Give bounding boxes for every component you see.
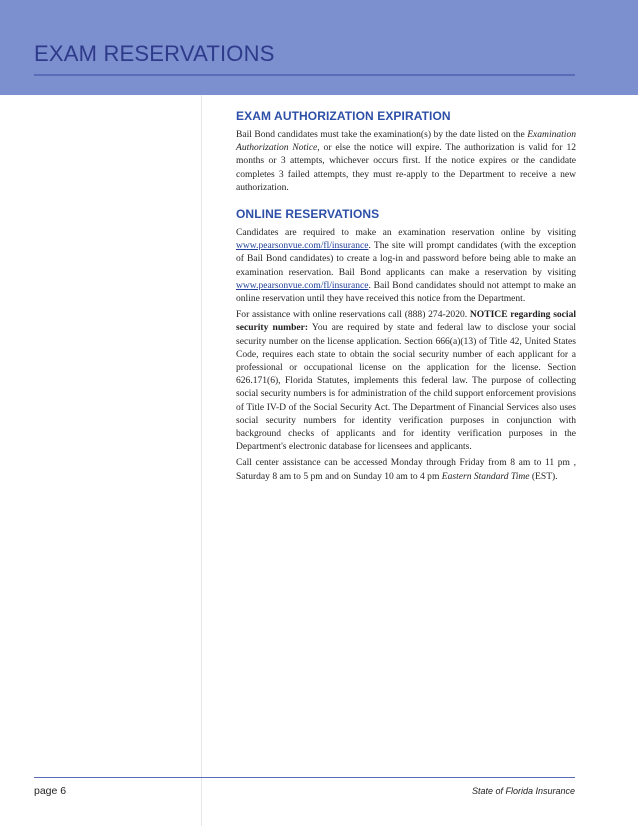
italic-text: Eastern Standard Time — [441, 470, 530, 482]
paragraph — [236, 128, 576, 194]
page-number: page 6 — [34, 785, 67, 797]
text-run: Bail Bond candidates must take the examination(s) by the date listed on the — [236, 129, 528, 140]
paragraph — [236, 456, 576, 482]
paragraph — [236, 308, 576, 453]
text-run: Candidates are required to make an examination reservation online by visiting — [236, 227, 576, 239]
text-run: . Bail Bond candidates should not attempt to make an online reservation until they have received this notice from the Department. — [236, 279, 576, 305]
text-run: You are required by state and federal law to disclose your social security number on the license application. Section 666(a)(13) of Title 42, United States Code, requires each state to obtain the social security number of each applicant for a professional or occupational license on the application for the license. Section 626.171(6), Florida Statutes, implements this federal law. The purpose of collecting social security numbers is for administration of the child support enforcement provisions of Title IV-D of the Social Security Act. The Department of Financial Services also uses social security numbers for identity verification purposes in conjunction with background checks of applicants and for identity verification purposes in the Department's electronic database for licensees and applicants. — [236, 322, 577, 453]
section-heading: EXAM AUTHORIZATION EXPIRATION — [236, 109, 451, 123]
text-run: Call center assistance can be accessed Monday through Friday from 8 am to 11 pm , Saturday 8 am to 5 pm and on Sunday 10 am to 4 pm — [236, 457, 576, 482]
footer-divider — [34, 777, 575, 778]
pearsonvue-link[interactable]: www.pearsonvue.com/fl/insurance — [236, 240, 369, 252]
text-run: (EST). — [529, 470, 558, 482]
text-run: For assistance with online reservations call (888) 274-2020. — [236, 309, 470, 321]
title-divider — [34, 74, 575, 76]
bold-text: NOTICE regarding social security number: — [236, 309, 577, 334]
page-title: EXAM RESERVATIONS — [34, 41, 275, 66]
pearsonvue-link[interactable]: www.pearsonvue.com/fl/insurance — [236, 279, 369, 291]
main-content — [236, 109, 576, 483]
footer-source: State of Florida Insurance — [471, 786, 575, 796]
section-online-reservations — [236, 207, 576, 483]
page-guide-line — [201, 95, 202, 826]
text-run: . The site will prompt candidates (with the exception of Bail Bond candidates) to create a log-in and password before being able to make an examination reservation. Bail Bond applicants can make a reservation by visiting — [236, 240, 576, 278]
italic-text: Examination Authorization Notice — [236, 129, 576, 154]
text-run: , or else the notice will expire. The authorization is valid for 12 months or 3 attempts, whichever occurs first. If the notice expires or the candidate completes 3 failed attempts, they must re-apply to the Department to receive a new authorization. — [236, 142, 576, 193]
section-heading: ONLINE RESERVATIONS — [236, 207, 380, 222]
section-exam-authorization-expiration — [236, 109, 576, 194]
paragraph — [236, 226, 576, 305]
